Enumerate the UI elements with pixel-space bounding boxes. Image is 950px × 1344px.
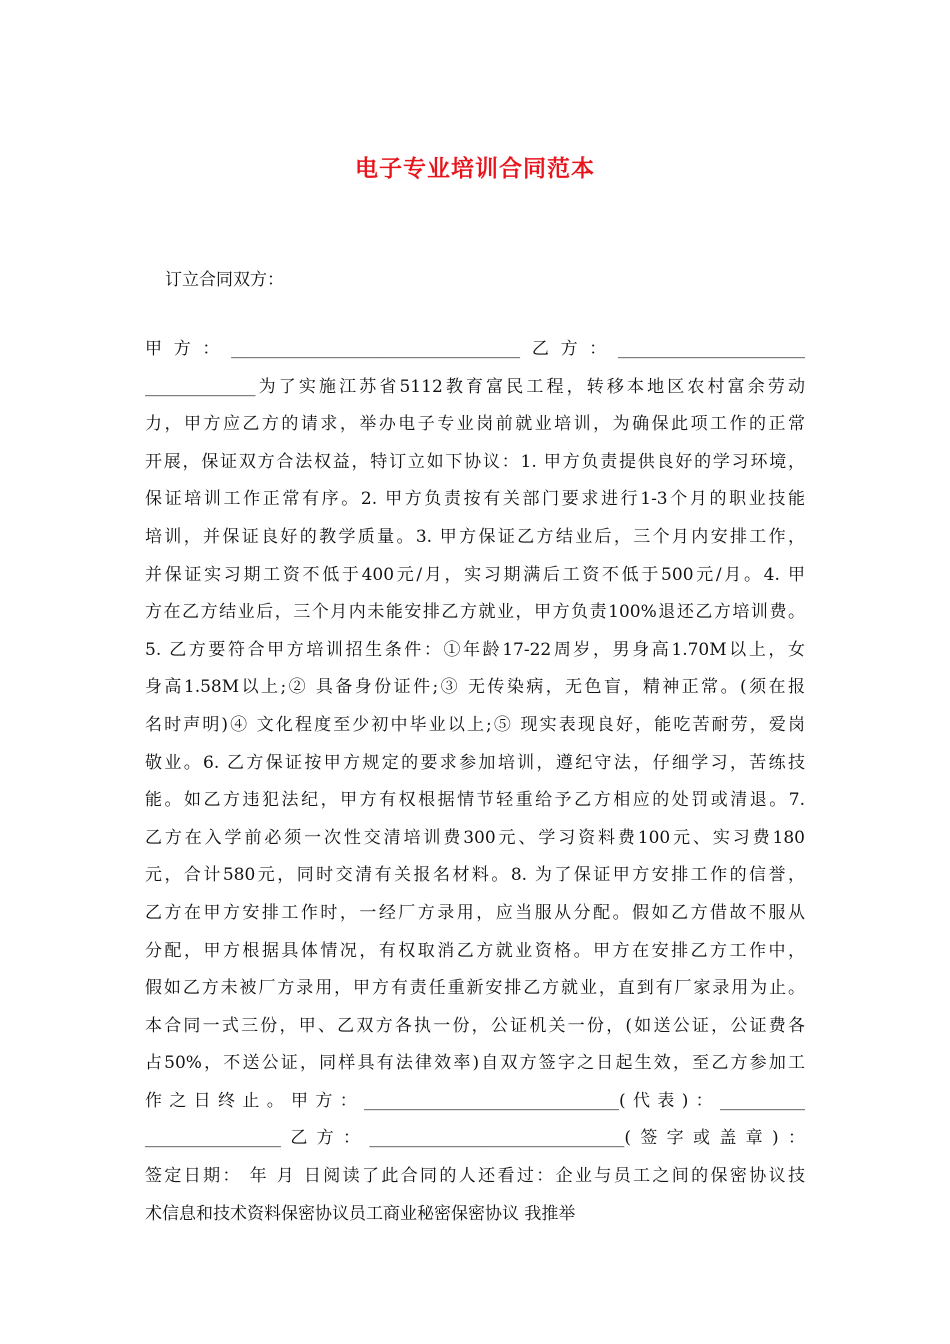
contract-line: 培训，并保证良好的教学质量。3. 甲方保证乙方结业后，三个月内安排工作， bbox=[145, 526, 805, 547]
contract-line: 甲方：__________________________________乙方：______________________ bbox=[145, 339, 805, 359]
contract-parties-heading: 订立合同双方： bbox=[165, 270, 284, 290]
contract-line: ________________乙方：______________________________(签字或盖章)： bbox=[145, 1128, 805, 1149]
contract-body bbox=[145, 331, 805, 1233]
contract-line: 开展，保证双方合法权益，特订立如下协议：1. 甲方负责提供良好的学习环境， bbox=[145, 451, 805, 472]
contract-line: 能。如乙方违犯法纪，甲方有权根据情节轻重给予乙方相应的处罚或清退。7. bbox=[145, 790, 805, 811]
contract-line: 签定日期： 年 月 日阅读了此合同的人还看过：企业与员工之间的保密协议技 bbox=[145, 1166, 805, 1187]
contract-line: 力，甲方应乙方的请求，举办电子专业岗前就业培训，为确保此项工作的正常 bbox=[145, 414, 805, 435]
contract-line: 身高1.58M以上;② 具备身份证件;③ 无传染病，无色盲，精神正常。(须在报 bbox=[145, 677, 805, 698]
contract-line: 5. 乙方要符合甲方培训招生条件：①年龄17-22周岁，男身高1.70M以上，女 bbox=[145, 639, 805, 660]
contract-line: 乙方在入学前必须一次性交清培训费300元、学习资料费100元、实习费180 bbox=[145, 827, 805, 848]
contract-line: 占50%，不送公证，同样具有法律效率)自双方签字之日起生效，至乙方参加工 bbox=[145, 1053, 805, 1074]
contract-line: 并保证实习期工资不低于400元/月，实习期满后工资不低于500元/月。4. 甲 bbox=[145, 564, 805, 585]
contract-line: 元，合计580元，同时交清有关报名材料。8. 为了保证甲方安排工作的信誉， bbox=[145, 865, 805, 886]
contract-line: _____________为了实施江苏省5112教育富民工程，转移本地区农村富余劳动 bbox=[145, 376, 805, 397]
contract-line: 假如乙方未被厂方录用，甲方有责任重新安排乙方就业，直到有厂家录用为止。 bbox=[145, 978, 805, 999]
contract-line: 本合同一式三份，甲、乙双方各执一份，公证机关一份，(如送公证，公证费各 bbox=[145, 1015, 805, 1036]
contract-line: 作之日终止。甲方：______________________________(代表)：__________ bbox=[145, 1090, 805, 1111]
contract-line: 分配，甲方根据具体情况，有权取消乙方就业资格。甲方在安排乙方工作中， bbox=[145, 940, 805, 961]
contract-line: 术信息和技术资料保密协议员工商业秘密保密协议 我推举 bbox=[145, 1203, 576, 1224]
contract-line: 乙方在甲方安排工作时，一经厂方录用，应当服从分配。假如乙方借故不服从 bbox=[145, 902, 805, 923]
contract-line: 方在乙方结业后，三个月内未能安排乙方就业，甲方负责100%退还乙方培训费。 bbox=[145, 602, 805, 623]
contract-line: 保证培训工作正常有序。2. 甲方负责按有关部门要求进行1-3个月的职业技能 bbox=[145, 489, 805, 510]
document-title: 电子专业培训合同范本 bbox=[355, 155, 595, 182]
contract-line: 名时声明)④ 文化程度至少初中毕业以上;⑤ 现实表现良好，能吃苦耐劳，爱岗 bbox=[145, 714, 805, 735]
contract-line: 敬业。6. 乙方保证按甲方规定的要求参加培训，遵纪守法，仔细学习，苦练技 bbox=[145, 752, 805, 773]
